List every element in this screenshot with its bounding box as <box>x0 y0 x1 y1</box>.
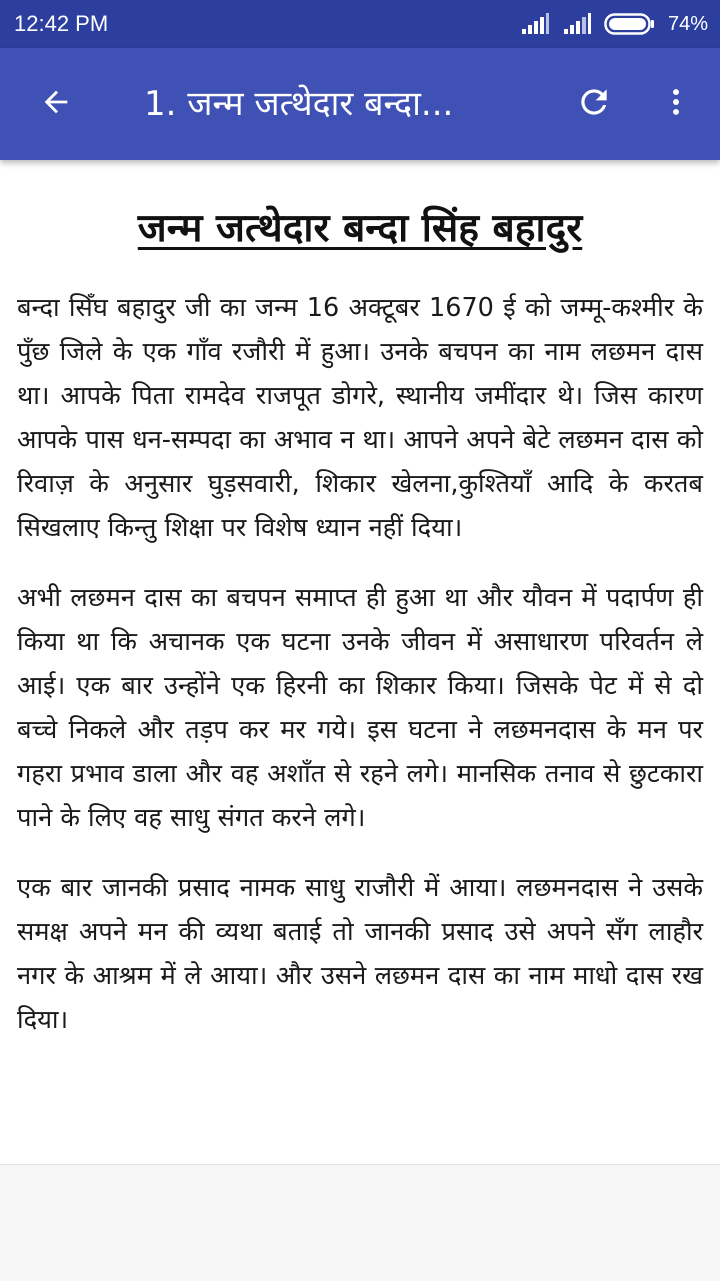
signal-icon-2 <box>562 13 592 35</box>
status-time: 12:42 PM <box>14 11 109 36</box>
refresh-icon <box>575 83 613 125</box>
status-bar <box>0 0 720 48</box>
back-arrow-icon <box>39 85 73 123</box>
app-bar <box>0 48 720 160</box>
article-paragraph: अभी लछमन दास का बचपन समाप्त ही हुआ था और यौवन में पदार्पण ही किया था कि अचानक एक घटना उनके जीवन में असाधारण परिवर्तन ले आई। एक बार उन्होंने एक हिरनी का शिकार किया। जिसके पेट में से दो बच्चे निकले और तड़प कर मर गये। इस घटना ने लछमनदास के मन पर गहरा प्रभाव डाला और वह अशाँत से रहने लगे। मानसिक तनाव से छुटकारा पाने के लिए वह साधु संगत करने लगे। <box>17 583 703 833</box>
more-vert-icon <box>659 85 693 123</box>
article-body <box>0 286 720 1042</box>
battery-percent: 74% <box>667 12 708 35</box>
refresh-button[interactable] <box>566 76 622 132</box>
bottom-ad-area <box>0 1164 720 1281</box>
article-paragraph: बन्दा सिँघ बहादुर जी का जन्म 16 अक्टूबर 1670 ई को जम्मू-कश्मीर के पुँछ जिले के एक गाँव रजौरी में हुआ। उनके बचपन का नाम लछमन दास था। आपके पिता रामदेव राजपूत डोगरे, स्थानीय जमींदार थे। जिस कारण आपके पास धन-सम्पदा का अभाव न था। आपने अपने बेटे लछमन दास को रिवाज़ के अनुसार घुड़सवारी, शिकार खेलना,कुश्तियाँ आदि के करतब सिखलाए किन्तु शिक्षा पर विशेष ध्यान नहीं दिया। <box>17 293 703 543</box>
article-content[interactable] <box>0 160 720 1164</box>
signal-icon <box>520 13 550 35</box>
battery-icon <box>604 12 656 36</box>
article-title: जन्म जत्थेदार बन्दा सिंह बहादुर <box>137 206 583 251</box>
back-button[interactable] <box>28 76 84 132</box>
app-bar-title: 1. जन्म जत्थेदार बन्दा... <box>144 84 454 124</box>
article-paragraph: एक बार जानकी प्रसाद नामक साधु राजौरी में आया। लछमनदास ने उसके समक्ष अपने मन की व्यथा बताई तो जानकी प्रसाद उसे अपने सँग लाहौर नगर के आश्रम में ले आया। और उसने लछमन दास का नाम माधो दास रख दिया। <box>17 873 703 1035</box>
status-icons <box>520 10 708 38</box>
more-options-button[interactable] <box>648 76 704 132</box>
